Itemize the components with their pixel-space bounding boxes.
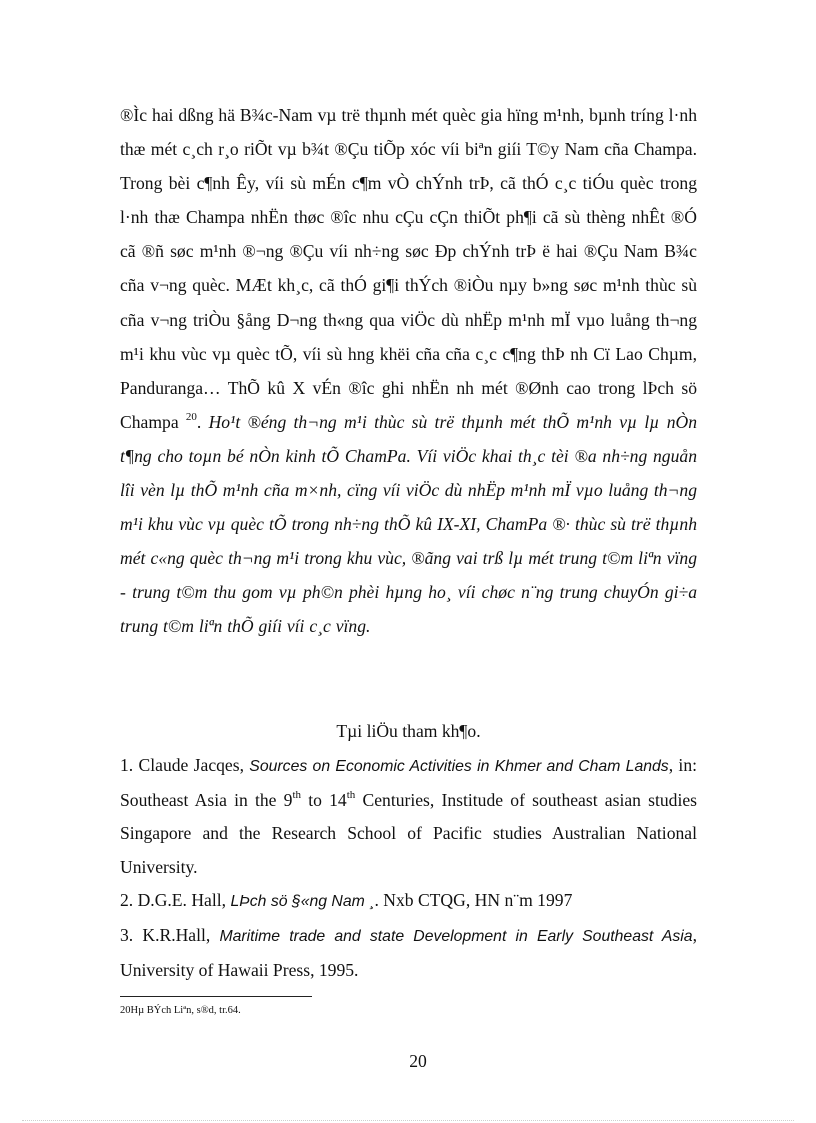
reference-item xyxy=(120,919,697,987)
superscript-ordinal: th xyxy=(346,788,356,801)
footnote-reference[interactable]: 20 xyxy=(185,410,197,423)
body-paragraph xyxy=(120,98,697,644)
body-paragraph-text: ®Ìc hai dßng hä B¾c-Nam vµ trë thµnh mét quèc gia hïng m¹nh, bµnh tríng l·nh thæ mét c¸ch r¸o riÕt vµ b¾t ®Çu tiÕp xóc víi biªn giíi T©y Nam cña Champa. Trong bèi c¶nh Êy, víi sù mÉn c¶m vÒ chÝnh trÞ, cã thÓ c¸c tiÓu quèc trong l·nh thæ Champa nhËn thøc ®îc nhu cÇu cÇn thiÕt ph¶i cã sù thèng nhÊt ®Ó cã ®ñ søc m¹nh ®¬ng ®Çu víi nh÷ng søc Ðp chÝnh trÞ ë hai ®Çu Nam B¾c cña v¬ng quèc. MÆt kh¸c, cã thÓ gi¶i thÝch ®iÒu nµy b»ng søc m¹nh thùc sù cña v¬ng triÒu §ång D¬ng th«ng qua viÖc dù nhËp m¹nh mÏ vµo luång th¬ng m¹i khu vùc vµ quèc tÕ, víi sù hng khëi cña cña c¸c c¶ng thÞ nh Cï Lao Chµm, Panduranga… ThÕ kû X vÉn ®îc ghi nhËn nh mét ®Ønh cao trong lÞch sö Champa xyxy=(120,105,697,432)
superscript-ordinal: th xyxy=(292,788,302,801)
references-heading: Tµi liÖu tham kh¶o. xyxy=(336,721,481,741)
footnote-text: Hµ BÝch Liªn, s®d, tr.64. xyxy=(130,1005,241,1016)
footnote-separator xyxy=(120,996,312,997)
reference-author: 3. K.R.Hall, xyxy=(120,924,220,945)
body-paragraph-tail: . xyxy=(196,411,209,432)
footnote-number: 20 xyxy=(120,1005,131,1016)
reference-details: , University of Hawaii Press, 1995. xyxy=(120,924,697,980)
references-list xyxy=(120,749,697,987)
reference-item xyxy=(120,749,697,884)
reference-title: Sources on Economic Activities in Khmer and Cham Lands xyxy=(249,758,669,775)
body-italic-text: Ho¹t ®éng th¬ng m¹i thùc sù trë thµnh mét thÕ m¹nh vµ lµ nÒn t¶ng cho toµn bé nÒn kinh tÕ ChamPa. Víi viÖc khai th¸c tèi ®a nh÷ng nguån lîi vèn lµ thÕ m¹nh cña m×nh, cïng víi viÖc dù nhËp m¹nh mÏ vµo luång th¬ng m¹i khu vùc vµ quèc tÕ trong nh÷ng thÕ kû IX-XI, ChamPa ®· thùc sù trë thµnh mét c«ng quèc th¬ng m¹i trong khu vùc, ®ãng vai trß lµ mét trung t©m liªn vïng - trung t©m thu gom vµ ph©n phèi hµng ho¸ víi chøc n¨ng trung chuyÓn gi÷a trung t©m liªn thÕ giíi víi c¸c vïng. xyxy=(120,411,698,637)
reference-title: Maritime trade and state Development in Early Southeast Asia xyxy=(219,927,693,945)
page-bottom-edge xyxy=(22,1120,794,1121)
page-number: 20 xyxy=(409,1051,427,1071)
reference-details: . Nxb CTQG, HN n¨m 1997 xyxy=(374,890,573,911)
reference-details: Centuries, Institude of southeast asian studies Singapore and the Research School of Pacific studies Australian National University. xyxy=(120,789,698,877)
reference-author: 1. Claude Jacqes, xyxy=(120,755,250,775)
reference-author: 2. D.G.E. Hall, xyxy=(120,890,231,911)
footnote xyxy=(120,1004,241,1018)
reference-title: LÞch sö §«ng Nam ¸ xyxy=(230,893,375,911)
main-body-text xyxy=(120,98,697,644)
reference-details: to 14 xyxy=(301,789,347,810)
reference-details: , in: Southeast Asia in the 9 xyxy=(120,755,698,810)
reference-item xyxy=(120,884,697,919)
